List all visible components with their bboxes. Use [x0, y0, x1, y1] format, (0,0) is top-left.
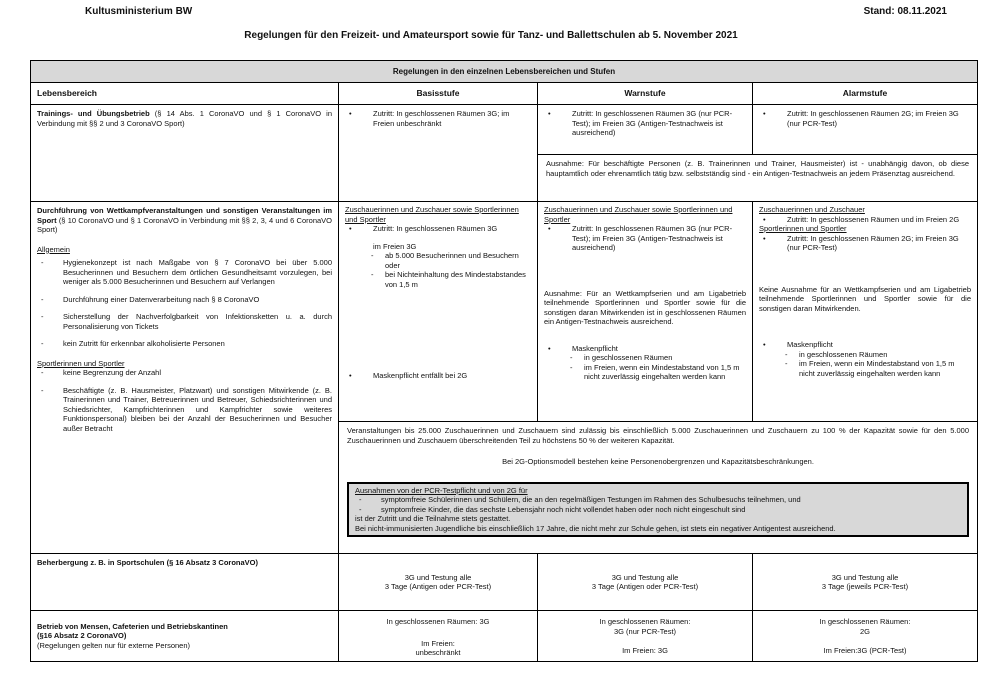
row2-alarm-maske-label: Maskenpflicht	[787, 340, 833, 349]
row2-left-item: Durchführung einer Datenverarbeitung nach § 8 CoronaVO	[63, 294, 260, 304]
row2-right-area	[339, 202, 977, 553]
row2-span-para2: Bei 2G-Optionsmodell bestehen keine Personenobergrenzen und Kapazitätsbeschränkungen.	[502, 457, 814, 466]
row3-basis-line: 3G und Testung alle	[404, 572, 472, 582]
row4-title-note: (Regelungen gelten nur für externe Personen)	[37, 640, 191, 650]
row1-warn-cell	[538, 105, 753, 154]
row1-ausnahme-cell: Ausnahme: Für beschäftigte Personen (z. B. Trainerinnen und Trainer, Hausmeister) ist - unabhängig davon, ob diese hauptamtlich oder ehrenamtlich tätig bzw. selbstständig sind - ein Antigen-Testnachweis an jedem Präsenztag ausreichend.	[546, 159, 969, 178]
row2-warn-heading: Zuschauerinnen und Zuschauer sowie Sportlerinnen und Sportler	[544, 205, 733, 224]
row3-alarm-line: 3 Tage (jeweils PCR-Test)	[821, 582, 909, 591]
row3-alarm-line: 3G und Testung alle	[831, 572, 899, 582]
dash-icon: -	[371, 270, 374, 279]
dash-icon: -	[41, 339, 44, 348]
row2-alarm-ausnahme: Keine Ausnahme für an Wettkampfserien und am Ligabetrieb teilnehmende Sportlerinnen und Sportler sowie für die sonstigen daran Mitwirkenden.	[759, 284, 971, 313]
bullet-icon: •	[763, 214, 766, 224]
bullet-icon: •	[349, 224, 352, 233]
row2-left-item: Sicherstellung der Nachverfolgbarkeit von Infektionsketten u. a. durch Personalisierung von Tickets	[63, 312, 332, 331]
table-caption: Regelungen in den einzelnen Lebensbereichen und Stufen	[31, 61, 977, 83]
bullet-icon: •	[349, 109, 352, 118]
row4-title: Betrieb von Mensen, Cafeterien und Betriebskantinen	[37, 621, 228, 631]
row1-alarm-zutritt: Zutritt: In geschlossenen Räumen 2G; im Freien 3G (nur PCR-Test)	[787, 109, 959, 128]
dash-icon: -	[785, 349, 788, 359]
table-row	[31, 554, 977, 611]
dash-icon: -	[359, 504, 362, 514]
row3-warn-line: 3 Tage (Antigen oder PCR-Test)	[591, 582, 699, 591]
row4-warn-line: 3G (nur PCR-Test)	[613, 626, 677, 636]
col-header-alarmstufe: Alarmstufe	[842, 87, 888, 98]
row2-basis-freien-item: bei Nichteinhaltung des Mindestabstandes von 1,5 m	[385, 270, 526, 289]
row2-basis-maske: Maskenpflicht entfällt bei 2G	[373, 370, 468, 380]
row2-alarm-heading1: Zuschauerinnen und Zuschauer	[759, 205, 865, 214]
row4-lebensbereich-cell	[31, 611, 339, 661]
row2-alarm-cell	[753, 202, 977, 421]
row2-left-heading-allgemein: Allgemein	[37, 244, 70, 254]
col-header-warnstufe: Warnstufe	[538, 83, 753, 104]
row1-right-area	[538, 105, 977, 201]
row2-left-item: keine Begrenzung der Anzahl	[63, 368, 161, 377]
row2-basis-freien: im Freien 3G	[373, 241, 417, 251]
row4-title-ref: (§16 Absatz 2 CoronaVO)	[37, 631, 127, 641]
row4-basis-cell	[339, 611, 538, 661]
regulations-table	[30, 60, 978, 662]
row2-title-ref: (§ 10 CoronaVO und § 1 CoronaVO in Verbindung mit §§ 2, 3, 4 und 6 CoronaVO Sport)	[37, 215, 332, 234]
row1-title: Trainings- und Übungsbetrieb	[37, 109, 150, 118]
row2-warn-maske-item: in geschlossenen Räumen	[584, 353, 673, 362]
row1-lebensbereich-cell	[31, 105, 339, 201]
column-header-row	[31, 83, 977, 105]
row2-warn-zutritt: Zutritt: In geschlossenen Räumen 3G (nur PCR-Test); im Freien 3G (Antigen-Testnachweis ist ausreichend)	[572, 224, 733, 252]
row2-basis-heading: Zuschauerinnen und Zuschauer sowie Sportlerinnen und Sportler	[345, 205, 519, 224]
row4-basis-line: Im Freien:	[421, 638, 455, 648]
row2-left-heading-sportler: Sportlerinnen und Sportler	[37, 358, 125, 368]
ministry-label: Kultusministerium BW	[85, 6, 193, 17]
pcr-exceptions-box	[347, 482, 969, 538]
row2-warn-ausnahme: Ausnahme: Für an Wettkampfserien und am Ligabetrieb teilnehmende Sportlerinnen und Sportler sowie für die sonstigen daran Mitwirkenden ist in geschlossenen Räumen ein Antigen-Testnachweis ausreichend.	[544, 288, 746, 326]
row3-warn-cell	[538, 554, 753, 610]
bullet-icon: •	[349, 370, 352, 380]
dash-icon: -	[371, 251, 374, 260]
col-header-lebensbereich: Lebensbereich	[31, 83, 339, 104]
dash-icon: -	[41, 312, 44, 321]
dash-icon: -	[41, 385, 44, 395]
dash-icon: -	[41, 258, 44, 267]
row2-basis-cell	[339, 202, 538, 421]
dash-icon: -	[570, 362, 573, 372]
col-header-basisstufe: Basisstufe	[339, 83, 538, 104]
row2-left-item: Beschäftigte (z. B. Hausmeister, Platzwart) und sonstigen Mitwirkende (z. B. Trainerinnen und Trainer, Betreuerinnen und Betreuer, Schiedsrichterinnen und Schiedsrichter, Kampfrichterinnen und Kampfrichter sowie weiteres Funktionspersonal) bleiben bei der Anzahl der Besucherinnen und Besucher außer Betracht	[63, 385, 332, 433]
dash-icon: -	[785, 359, 788, 368]
row2-title: Durchführung von Wettkampfveranstaltungen und sonstigen Veranstaltungen im Sport	[37, 206, 332, 225]
row3-lebensbereich-cell: Beherbergung z. B. in Sportschulen (§ 16 Absatz 3 CoronaVO)	[31, 554, 339, 610]
dash-icon: -	[359, 495, 362, 504]
row2-alarm-zutritt1: Zutritt: In geschlossenen Räumen und im Freien 2G	[787, 214, 960, 224]
row1-warn-zutritt: Zutritt: In geschlossenen Räumen 3G (nur PCR-Test); im Freien 3G (Antigen-Testnachweis ist ausreichend)	[572, 109, 733, 137]
row2-lebensbereich-cell	[31, 202, 339, 553]
row4-warn-line: Im Freien: 3G	[622, 646, 668, 655]
table-row	[31, 202, 977, 554]
table-row	[31, 611, 977, 661]
table-row	[31, 105, 977, 202]
row3-warn-line: 3G und Testung alle	[611, 572, 679, 582]
row2-warn-maske-label: Maskenpflicht	[572, 343, 618, 353]
bullet-icon: •	[763, 109, 766, 118]
row2-span-cell	[339, 422, 977, 553]
row2-warn-maske-item: im Freien, wenn ein Mindestabstand von 1,5 m nicht zuverlässig eingehalten werden kann	[584, 362, 740, 381]
row2-basis-freien-item: ab 5.000 Besucherinnen und Besuchern oder	[385, 251, 519, 270]
row2-span-para1: Veranstaltungen bis 25.000 Zuschauerinnen und Zuschauern sind zulässig bis einschließlich 5.000 Zuschauerinnen und Zuschauern zu 100 % der Kapazität sowie für den 5.000 Zuschauerinnen und Zuschauern überschreitenden Teil zu höchstens 50 % der weiteren Kapazität.	[347, 426, 969, 445]
row1-alarm-cell	[753, 105, 977, 154]
graybox-line2: Bei nicht-immunisierten Jugendliche bis einschließlich 17 Jahre, die nicht mehr zur Schule gehen, ist stets ein negativer Antigentest ausreichend.	[355, 523, 836, 533]
bullet-icon: •	[548, 224, 551, 233]
graybox-item: symptomfreie Kinder, die das sechste Lebensjahr noch nicht vollendet haben oder noch nicht eingeschult sind	[381, 504, 746, 514]
graybox-heading: Ausnahmen von der PCR-Testpflicht und von 2G für	[355, 485, 528, 495]
row3-alarm-cell	[753, 554, 977, 610]
row4-alarm-line: 2G	[859, 626, 870, 636]
row4-basis-line: In geschlossenen Räumen: 3G	[386, 617, 490, 626]
row3-basis-line: 3 Tage (Antigen oder PCR-Test)	[384, 582, 492, 591]
dash-icon: -	[570, 353, 573, 362]
row2-alarm-maske-item: in geschlossenen Räumen	[799, 349, 888, 359]
row2-alarm-zutritt2: Zutritt: In geschlossenen Räumen 2G; im Freien 3G (nur PCR-Test)	[787, 233, 959, 252]
row4-alarm-line: Im Freien:3G (PCR-Test)	[823, 646, 907, 655]
row2-basis-zutritt: Zutritt: In geschlossenen Räumen 3G	[373, 224, 498, 233]
row1-title-ref: (§ 14 Abs. 1 CoronaVO und § 1 CoronaVO in Verbindung mit §§ 2 und 3 CoronaVO Sport)	[37, 109, 332, 128]
row1-basis-zutritt: Zutritt: In geschlossenen Räumen 3G; im Freien unbeschränkt	[373, 109, 510, 128]
row2-warn-cell	[538, 202, 753, 421]
row2-left-item: Hygienekonzept ist nach Maßgabe von § 7 CoronaVO bei über 5.000 Besucherinnen und Besuchern dem örtlichen Gesundheitsamt vorzulegen, bei weniger als 5.000 Besucherinnen und Besuchern auf Verlangen	[63, 258, 332, 286]
row3-basis-cell	[339, 554, 538, 610]
dash-icon: -	[41, 368, 44, 377]
dash-icon: -	[41, 294, 44, 304]
bullet-icon: •	[548, 109, 551, 118]
document-title: Regelungen für den Freizeit- und Amateursport sowie für Tanz- und Ballettschulen ab 5. November 2021	[244, 30, 738, 41]
row4-basis-line: unbeschränkt	[415, 648, 461, 657]
row4-alarm-cell	[753, 611, 977, 661]
bullet-icon: •	[763, 340, 766, 349]
row2-alarm-heading2: Sportlerinnen und Sportler	[759, 224, 847, 233]
row4-warn-line: In geschlossenen Räumen:	[599, 617, 691, 626]
row4-warn-cell	[538, 611, 753, 661]
bullet-icon: •	[763, 233, 766, 243]
row4-alarm-line: In geschlossenen Räumen:	[819, 617, 911, 626]
stand-date: Stand: 08.11.2021	[863, 6, 947, 17]
graybox-line1: ist der Zutritt und die Teilnahme stets gestattet.	[355, 514, 511, 523]
bullet-icon: •	[548, 343, 551, 353]
row2-left-item: kein Zutritt für erkennbar alkoholisierte Personen	[63, 339, 225, 348]
row1-basis-cell	[339, 105, 538, 201]
graybox-item: symptomfreie Schülerinnen und Schülern, die an den regelmäßigen Testungen im Rahmen des Schulbesuchs teilnehmen, und	[381, 495, 801, 504]
row2-alarm-maske-item: im Freien, wenn ein Mindestabstand von 1,5 m nicht zuverlässig eingehalten werden kann	[799, 359, 955, 378]
